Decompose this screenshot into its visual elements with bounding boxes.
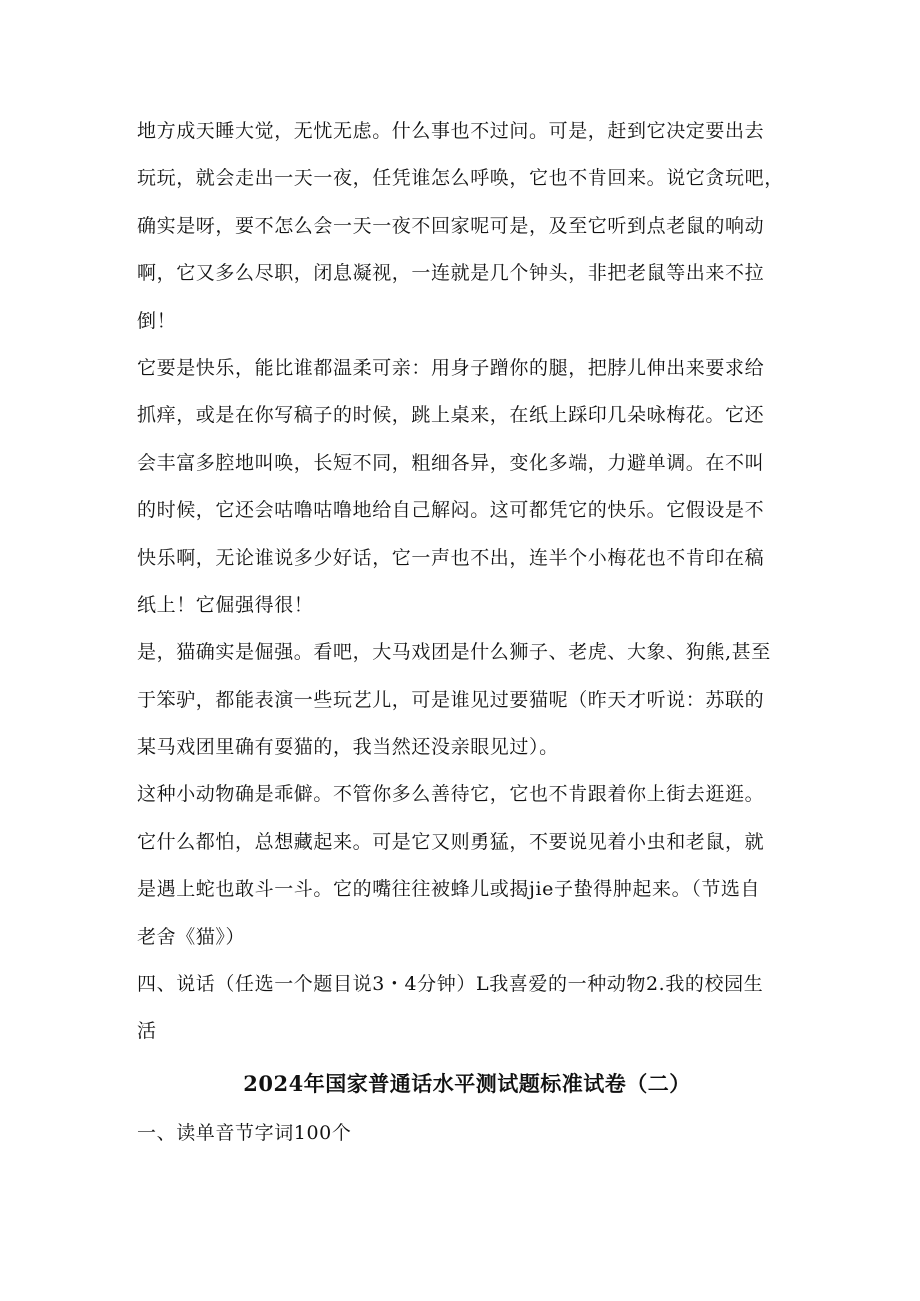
section-heading-text: 一、读单音节字词100个 — [137, 1121, 352, 1144]
text-line: 某马戏团里确有耍猫的，我当然还没亲眼见过）。 — [137, 736, 559, 759]
text-line: 它什么都怕，总想藏起来。可是它又则勇猛，不要说见着小虫和老鼠，就 — [137, 830, 765, 853]
text-line: 是，猫确实是倔强。看吧，大马戏团是什么狮子、老虎、大象、狗熊,甚至 — [137, 641, 771, 664]
text-line: 快乐啊，无论谁说多少好话，它一声也不出，连半个小梅花也不肯印在稿 — [137, 546, 765, 569]
text-line: 啊，它又多么尽职，闭息凝视，一连就是几个钟头，非把老鼠等出来不拉 — [137, 262, 765, 285]
text-line: 于笨驴，都能表演一些玩艺儿，可是谁见过要猫呢（昨天才听说：苏联的 — [137, 688, 765, 711]
text-line: 四、说话（任选一个题目说3・4分钟）L我喜爱的一种动物2.我的校园生 — [137, 973, 764, 996]
document-page — [137, 108, 797, 1157]
text-line: 这种小动物确是乖僻。不管你多么善待它，它也不肯跟着你上街去逛逛。 — [137, 783, 765, 806]
text-line: 玩玩，就会走出一天一夜，任凭谁怎么呼唤，它也不肯回来。说它贪玩吧， — [137, 167, 784, 190]
text-line: 它要是快乐，能比谁都温柔可亲：用身子蹭你的腿，把脖儿伸出来要求给 — [137, 356, 765, 379]
paragraph-cat-happy — [137, 345, 797, 629]
section-heading — [137, 1110, 797, 1157]
exam-title — [137, 1060, 797, 1108]
text-line: 老舍《猫》） — [137, 925, 246, 948]
paragraph-cat-stubborn — [137, 629, 797, 771]
text-line: 是遇上蛇也敢斗一斗。它的嘴往往被蜂儿或揭jie子蛰得肿起来。（节选自 — [137, 878, 761, 901]
paragraph-cat-eccentric — [137, 771, 797, 961]
paragraph-cat-behavior — [137, 108, 797, 345]
exam-title-text: 年国家普通话水平测试题标准试卷（二） — [303, 1070, 691, 1096]
text-line: 的时候，它还会咕噜咕噜地给自己解闷。这可都凭它的快乐。它假设是不 — [137, 499, 765, 522]
exam-title-year: 2024 — [243, 1070, 304, 1096]
text-line: 抓痒，或是在你写稿子的时候，跳上桌来，在纸上踩印几朵咏梅花。它还 — [137, 404, 765, 427]
text-line: 倒！ — [137, 309, 177, 332]
text-line: 纸上！它倔强得很！ — [137, 593, 314, 616]
text-line: 会丰富多腔地叫唤，长短不同，粗细各异，变化多端，力避单调。在不叫 — [137, 451, 765, 474]
paragraph-speaking-topics — [137, 961, 797, 1056]
text-line: 地方成天睡大觉，无忧无虑。什么事也不过问。可是，赶到它决定要出去 — [137, 120, 765, 142]
text-line: 确实是呀，要不怎么会一天一夜不回家呢可是，及至它听到点老鼠的响动 — [137, 214, 765, 237]
text-line: 活 — [137, 1020, 157, 1043]
